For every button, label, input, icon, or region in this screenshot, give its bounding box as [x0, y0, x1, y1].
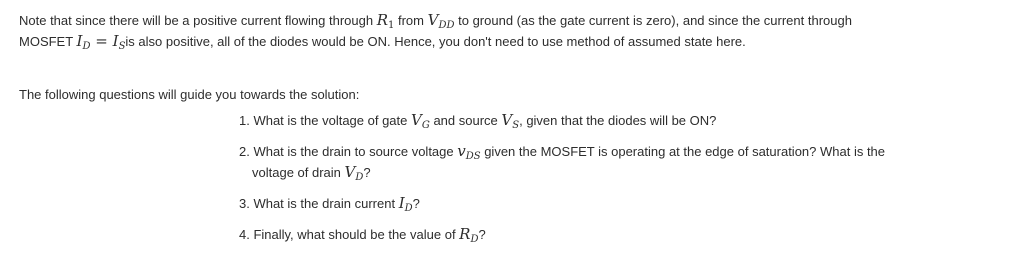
math-VS — [501, 111, 519, 129]
question-text: ? — [363, 165, 371, 180]
math-subscript: S — [118, 41, 126, 52]
question-item-1 — [239, 110, 979, 131]
question-item-2 — [239, 141, 979, 183]
math-subscript: D — [82, 41, 91, 52]
intro-paragraph — [19, 10, 1009, 52]
math-IS — [113, 32, 126, 50]
math-subscript: D — [470, 234, 479, 245]
intro-line-2 — [19, 32, 746, 52]
question-item-4 — [239, 224, 979, 245]
math-subscript: D — [355, 172, 364, 183]
question-text: and source — [429, 113, 502, 128]
math-VDD — [428, 11, 455, 29]
math-VG — [411, 111, 430, 129]
question-text: given the MOSFET is operating at the edge of saturation? What is the — [480, 144, 886, 159]
math-base: I — [398, 194, 405, 212]
math-subscript: D — [404, 203, 413, 214]
math-base: V — [501, 111, 513, 129]
question-text: , given that the diodes will be ON? — [519, 113, 717, 128]
question-number: 2. — [239, 144, 250, 159]
math-subscript: G — [421, 120, 430, 131]
question-text: Finally, what should be the value of — [249, 227, 460, 242]
intro-text: is also positive, all of the diodes would be ON. Hence, you don't need to use method of assumed state here. — [125, 34, 746, 49]
intro-text: from — [394, 13, 428, 28]
question-text: ? — [412, 196, 420, 211]
math-subscript: S — [512, 120, 520, 131]
question-list — [239, 110, 979, 255]
math-R1 — [377, 11, 395, 29]
math-ID — [399, 194, 413, 212]
math-VD — [345, 163, 364, 181]
intro-text: MOSFET — [19, 34, 77, 49]
question-text: What is the voltage of gate — [249, 113, 411, 128]
guide-text: The following questions will guide you towards the solution: — [19, 87, 360, 102]
math-base: R — [459, 225, 471, 243]
intro-text: Note that since there will be a positive current flowing through — [19, 13, 377, 28]
math-subscript: DS — [465, 151, 481, 162]
math-base: I — [112, 32, 119, 50]
question-number: 1. — [239, 113, 250, 128]
math-subscript: 1 — [388, 20, 395, 31]
math-base: R — [376, 11, 388, 29]
math-RD — [459, 225, 478, 243]
question-item-3 — [239, 193, 979, 214]
question-text: What is the drain to source voltage — [249, 144, 458, 159]
math-subscript: DD — [438, 20, 455, 31]
math-base: V — [411, 111, 422, 129]
math-vDS — [457, 142, 480, 160]
math-base: V — [344, 163, 356, 181]
intro-text: to ground (as the gate current is zero), and since the current through — [454, 13, 852, 28]
math-base: v — [457, 142, 466, 160]
question-number: 4. — [239, 227, 250, 242]
content-area — [19, 10, 1009, 245]
question-text: What is the drain current — [249, 196, 399, 211]
question-number: 3. — [239, 196, 250, 211]
math-equals: = — [90, 32, 113, 50]
math-ID — [77, 32, 91, 50]
math-base: V — [427, 11, 439, 29]
intro-line-1 — [19, 11, 852, 31]
question-text: ? — [478, 227, 486, 242]
question-text: voltage of drain — [252, 165, 345, 180]
math-base: I — [76, 32, 83, 50]
